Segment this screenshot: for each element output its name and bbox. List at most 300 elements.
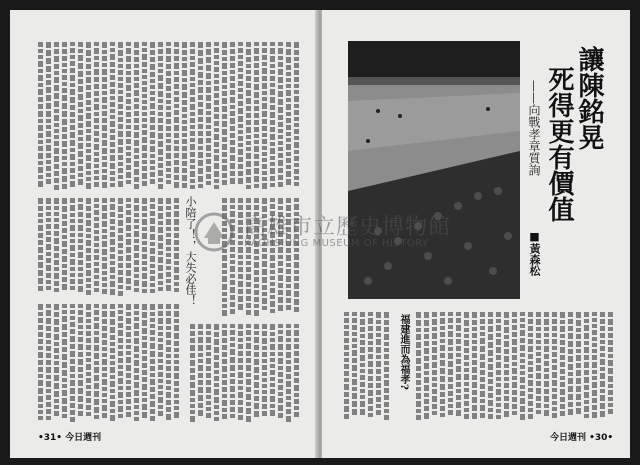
text-glyph [344,364,349,369]
text-glyph [294,117,299,121]
text-glyph [214,376,219,381]
text-glyph [472,382,477,388]
text-glyph [608,368,613,374]
text-glyph [198,168,203,174]
text-glyph [110,177,115,181]
text-glyph [118,96,123,102]
text-glyph [46,173,51,177]
text-glyph [118,228,123,233]
text-glyph [126,71,131,75]
text-glyph [118,175,123,179]
text-glyph [214,397,219,403]
text-glyph [86,113,91,119]
text-glyph [150,140,155,144]
text-glyph [278,198,283,204]
text-glyph [198,410,203,416]
text-glyph [166,253,171,257]
text-glyph [150,198,155,202]
text-glyph [70,132,75,138]
text-glyph [286,276,291,282]
text-glyph [230,302,235,307]
text-glyph [150,146,155,152]
text-glyph [110,355,115,359]
text-glyph [46,244,51,250]
text-glyph [166,366,171,371]
text-glyph [62,184,67,189]
text-glyph [576,334,581,339]
text-glyph [464,334,469,338]
text-glyph [352,387,357,391]
text-glyph [182,146,187,151]
text-glyph [102,182,107,188]
text-glyph [230,394,235,398]
text-glyph [142,350,147,354]
text-glyph [110,401,115,407]
text-glyph [222,198,227,203]
text-glyph [190,97,195,102]
text-glyph [102,84,107,89]
text-glyph [246,379,251,385]
text-glyph [222,304,227,308]
text-glyph [600,319,605,324]
text-glyph [278,305,283,311]
text-glyph [78,331,83,335]
text-glyph [142,75,147,79]
text-glyph [552,346,557,350]
text-glyph [118,330,123,336]
text-glyph [472,367,477,373]
text-glyph [488,400,493,406]
text-glyph [86,240,91,246]
text-glyph [432,370,437,375]
text-glyph [286,366,291,372]
text-glyph [150,97,155,101]
text-glyph [166,233,171,237]
text-glyph [238,101,243,106]
text-glyph [504,390,509,394]
text-glyph [46,145,51,151]
text-glyph [198,353,203,357]
text-glyph [480,413,485,418]
text-glyph [294,399,299,404]
text-glyph [608,319,613,325]
text-glyph [294,365,299,370]
text-glyph [118,351,123,356]
text-glyph [134,90,139,96]
text-glyph [262,359,267,363]
text-glyph [150,312,155,316]
text-glyph [592,318,597,322]
text-glyph [504,327,509,333]
text-glyph [166,259,171,264]
text-glyph [166,78,171,84]
text-glyph [528,388,533,392]
text-glyph [440,312,445,316]
text-glyph [54,101,59,107]
text-glyph [222,63,227,69]
text-glyph [198,58,203,64]
text-glyph [384,320,389,325]
text-glyph [62,149,67,154]
text-glyph [118,235,123,241]
text-glyph [62,198,67,204]
text-glyph [38,388,43,394]
text-glyph [126,210,131,215]
text-glyph [78,204,83,210]
text-glyph [286,409,291,414]
text-glyph [126,99,131,104]
text-glyph [118,168,123,173]
text-glyph [584,414,589,418]
text-glyph [560,369,565,374]
text-glyph [278,392,283,396]
text-glyph [118,291,123,296]
text-glyph [142,166,147,171]
text-glyph [102,205,107,211]
text-glyph [150,166,155,170]
text-glyph [504,364,509,368]
text-glyph [102,229,107,233]
text-glyph [568,312,573,317]
text-glyph [102,333,107,338]
text-glyph [496,409,501,413]
text-glyph [520,345,525,351]
text-glyph [94,281,99,286]
text-glyph [46,153,51,158]
text-glyph [294,262,299,268]
text-glyph [78,130,83,135]
text-glyph [86,71,91,75]
text-glyph [198,365,203,371]
text-glyph [528,401,533,406]
text-glyph [62,277,67,282]
text-glyph [344,399,349,404]
text-glyph [254,48,259,54]
text-glyph [230,330,235,335]
text-glyph [126,412,131,417]
text-glyph [560,382,565,387]
text-glyph [86,121,91,127]
text-glyph [294,77,299,82]
text-glyph [480,338,485,344]
text-glyph [46,206,51,210]
text-glyph [70,112,75,117]
text-glyph [262,48,267,53]
text-glyph [38,270,43,276]
text-glyph [278,91,283,97]
text-glyph [278,330,283,334]
text-glyph [142,173,147,179]
text-glyph [424,371,429,375]
text-glyph [600,395,605,401]
text-glyph [38,404,43,408]
text-glyph [584,312,589,317]
text-glyph [246,402,251,406]
text-glyph [238,400,243,405]
text-glyph [110,163,115,169]
text-glyph [126,386,131,390]
text-glyph [166,198,171,204]
text-glyph [78,367,83,372]
text-glyph [182,42,187,48]
text-glyph [62,206,67,212]
text-glyph [488,342,493,348]
text-glyph [432,319,437,325]
text-glyph [294,283,299,289]
text-glyph [344,338,349,343]
text-glyph [222,91,227,96]
text-glyph [520,338,525,343]
text-glyph [86,290,91,295]
text-glyph [102,277,107,281]
text-glyph [110,327,115,333]
text-glyph [126,225,131,231]
text-glyph [102,289,107,294]
text-glyph [38,213,43,217]
text-glyph [174,261,179,265]
text-glyph [166,219,171,225]
text-glyph [70,162,75,166]
text-glyph [352,409,357,415]
text-glyph [270,364,275,368]
text-glyph [246,161,251,167]
text-glyph [118,181,123,187]
text-glyph [174,267,179,273]
text-glyph [472,327,477,331]
text-glyph [254,304,259,308]
text-glyph [134,225,139,229]
text-glyph [384,334,389,340]
text-glyph [504,396,509,401]
text-glyph [142,42,147,46]
text-glyph [134,382,139,388]
text-glyph [416,312,421,318]
text-glyph [142,54,147,60]
text-glyph [54,42,59,47]
text-glyph [198,403,203,408]
text-glyph [86,345,91,350]
text-glyph [198,80,203,85]
text-glyph [206,49,211,55]
text-glyph [38,55,43,59]
text-glyph [78,173,83,177]
text-glyph [472,413,477,419]
text-glyph [86,64,91,69]
text-glyph [110,109,115,113]
text-glyph [62,111,67,117]
text-glyph [254,161,259,166]
text-glyph [70,380,75,386]
text-glyph [198,42,203,48]
text-glyph [238,380,243,384]
text-glyph [576,408,581,414]
text-glyph [126,312,131,316]
text-glyph [94,255,99,260]
text-glyph [158,332,163,336]
text-glyph [150,401,155,407]
text-glyph [70,97,75,103]
text-glyph [46,367,51,373]
text-glyph [560,347,565,353]
text-glyph [254,367,259,373]
text-glyph [286,138,291,142]
text-glyph [536,319,541,325]
text-glyph [54,361,59,365]
text-glyph [222,263,227,268]
text-glyph [432,341,437,345]
text-glyph [294,110,299,115]
text-glyph [102,340,107,345]
text-glyph [278,379,283,383]
text-glyph [206,345,211,350]
text-glyph [246,90,251,96]
text-glyph [384,402,389,407]
text-glyph [222,77,227,83]
text-glyph [254,184,259,188]
text-glyph [504,335,509,339]
text-glyph [504,377,509,381]
text-glyph [126,217,131,223]
text-glyph [416,342,421,348]
text-glyph [384,361,389,365]
text-glyph [158,91,163,97]
text-glyph [528,354,533,359]
text-glyph [158,63,163,67]
text-glyph [270,344,275,350]
text-glyph [134,368,139,373]
text-glyph [544,374,549,379]
text-glyph [54,304,59,310]
text-glyph [126,152,131,156]
text-glyph [142,336,147,340]
text-glyph [592,390,597,396]
text-glyph [384,367,389,372]
text-glyph [70,105,75,110]
text-glyph [62,310,67,314]
text-glyph [62,256,67,262]
text-glyph [166,71,171,76]
text-glyph [416,387,421,391]
text-glyph [70,89,75,95]
text-glyph [206,125,211,129]
text-glyph [102,105,107,109]
text-glyph [512,411,517,415]
text-glyph [344,312,349,316]
text-glyph [448,404,453,408]
text-glyph [46,326,51,331]
text-glyph [222,57,227,61]
text-glyph [214,324,219,330]
text-glyph [174,406,179,410]
text-glyph [552,339,557,344]
text-lines [340,310,390,420]
text-glyph [246,76,251,81]
text-glyph [262,298,267,304]
text-glyph [278,344,283,350]
text-glyph [166,407,171,412]
text-glyph [174,400,179,404]
text-glyph [214,163,219,169]
text-glyph [126,318,131,324]
text-glyph [102,373,107,377]
text-glyph [294,150,299,154]
text-glyph [214,171,219,177]
text-glyph [70,75,75,81]
text-glyph [134,104,139,109]
text-glyph [54,206,59,210]
text-glyph [552,333,557,337]
text-glyph [608,327,613,331]
text-glyph [70,344,75,349]
text-glyph [344,331,349,336]
text-glyph [118,323,123,328]
text-glyph [94,131,99,136]
text-glyph [246,106,251,111]
text-glyph [86,391,91,396]
text-glyph [270,263,275,268]
text-glyph [102,169,107,173]
text-glyph [38,325,43,330]
text-glyph [262,352,267,357]
text-glyph [512,376,517,380]
text-glyph [512,390,517,395]
text-glyph [352,318,357,323]
text-glyph [262,146,267,150]
text-glyph [528,346,533,352]
text-glyph [198,345,203,351]
text-glyph [118,162,123,166]
text-glyph [600,389,605,393]
text-glyph [512,397,517,402]
text-glyph [246,42,251,47]
text-glyph [238,130,243,134]
text-glyph [46,80,51,85]
text-glyph [46,131,51,137]
text-glyph [46,389,51,393]
text-glyph [262,133,267,137]
text-glyph [246,70,251,74]
text-glyph [254,284,259,288]
text-glyph [270,76,275,81]
text-glyph [166,145,171,151]
text-glyph [440,384,445,390]
text-glyph [38,125,43,131]
text-glyph [432,389,437,394]
text-glyph [102,393,107,397]
text-glyph [214,74,219,78]
text-glyph [134,253,139,258]
text-glyph [344,371,349,376]
text-glyph [608,376,613,382]
text-glyph [222,408,227,412]
text-glyph [150,373,155,377]
text-glyph [552,380,557,386]
text-glyph [238,198,243,203]
text-glyph [86,58,91,62]
text-glyph [294,142,299,148]
text-glyph [190,42,195,47]
text-glyph [360,382,365,387]
text-glyph [174,360,179,364]
text-glyph [552,326,557,331]
text-glyph [102,221,107,227]
text-glyph [110,96,115,100]
text-glyph [38,181,43,187]
text-glyph [246,373,251,377]
text-glyph [86,278,91,282]
text-glyph [94,323,99,329]
text-glyph [118,256,123,261]
